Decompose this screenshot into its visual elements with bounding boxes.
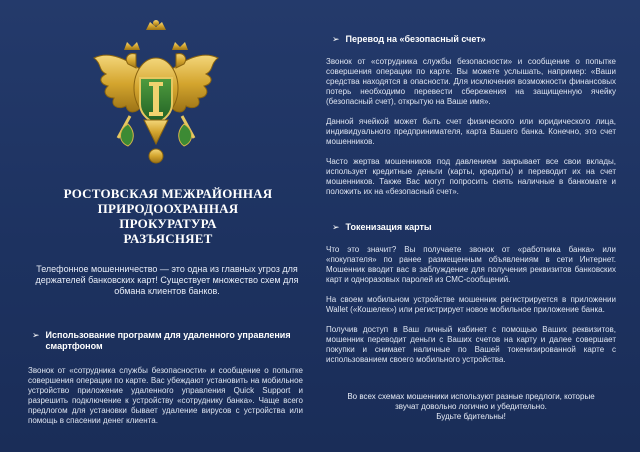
section-paragraph: Получив доступ в Ваш личный кабинет с помощью Ваших реквизитов, мошенник переводит деньги с Ваших счетов на карту и далее совершает покупки и снимает наличные по Вашей токенизированной карте с использованием своего мобильного устройства. xyxy=(326,325,616,364)
section-paragraph: Данной ячейкой может быть счет физического или юридического лица, индивидуального предпринимателя, карта Вашего банка. Конечно, это счет мошенников. xyxy=(326,117,616,146)
section-remote-control xyxy=(28,330,303,426)
prosecutor-emblem xyxy=(88,20,224,170)
closing-line: звучат довольно логично и убедительно. xyxy=(395,402,547,411)
intro-text: Телефонное мошенничество — это одна из главных угроз для держателей банковских карт! Существует множество схем для обмана клиентов банков. xyxy=(35,264,299,296)
title-line: РАЗЪЯСНЯЕТ xyxy=(123,231,213,246)
section-heading xyxy=(28,330,303,352)
section-heading-text: Использование программ для удаленного управления смартфоном xyxy=(45,330,291,351)
closing-line: Будьте бдительны! xyxy=(436,412,506,421)
section-paragraph: Часто жертва мошенников под давлением закрывает все свои вклады, использует кредитные деньги (карты, кредиты) и переводит их на счет мошенников. Также Вас могут попросить снять наличные в банкомате и положить их на «безопасный счет». xyxy=(326,157,616,196)
section-heading-text: Токенизация карты xyxy=(345,222,432,232)
arrow-bullet-icon: ➢ xyxy=(32,330,40,340)
section-paragraph: Звонок от «сотрудника службы безопасности» и сообщение о попытке совершения операции по карте. Вас убеждают установить на мобильное устройство приложение удаленного управления Quick Support и разрешить подключение к устройству «сотруднику банка». Чаще всего предлогом для установки бывает удаление вирусов с устройства или помощь в спасении денег клиента. xyxy=(28,366,303,425)
title-line: ПРИРОДООХРАННАЯ ПРОКУРАТУРА xyxy=(97,201,239,231)
section-heading xyxy=(326,34,616,45)
section-tokenization xyxy=(326,222,616,375)
arrow-bullet-icon: ➢ xyxy=(332,34,340,44)
section-heading xyxy=(326,222,616,233)
section-paragraph: Звонок от «сотрудника службы безопасности» и сообщение о попытке совершения операции по карте. Вы можете услышать, например: «Ваши средства находятся в опасности. Для исключения возможности финансовых потерь необходимо перевести сбережения на защищенную ячейку (безопасный счет), открытую на Ваше имя». xyxy=(326,57,616,106)
section-paragraph: На своем мобильном устройстве мошенник регистрируется в приложении Wallet («Кошелек») или регистрирует новое мобильное приложение банка. xyxy=(326,295,616,314)
closing-note xyxy=(340,392,602,422)
section-paragraph: Что это значит? Вы получаете звонок от «работника банка» или «покупателя» по ранее размещенным объявлениям в сети Интернет. Мошенник вводит вас в заблуждение для получения реквизитов банковских карт и одноразовых паролей из СМС-сообщений. xyxy=(326,245,616,284)
closing-line: Во всех схемах мошенники используют разные предлоги, которые xyxy=(347,392,595,401)
page-title xyxy=(60,186,276,246)
section-safe-account xyxy=(326,34,616,207)
title-line: РОСТОВСКАЯ МЕЖРАЙОННАЯ xyxy=(63,186,273,201)
arrow-bullet-icon: ➢ xyxy=(332,222,340,232)
double-headed-eagle-icon xyxy=(88,20,224,170)
section-heading-text: Перевод на «безопасный счет» xyxy=(345,34,486,44)
